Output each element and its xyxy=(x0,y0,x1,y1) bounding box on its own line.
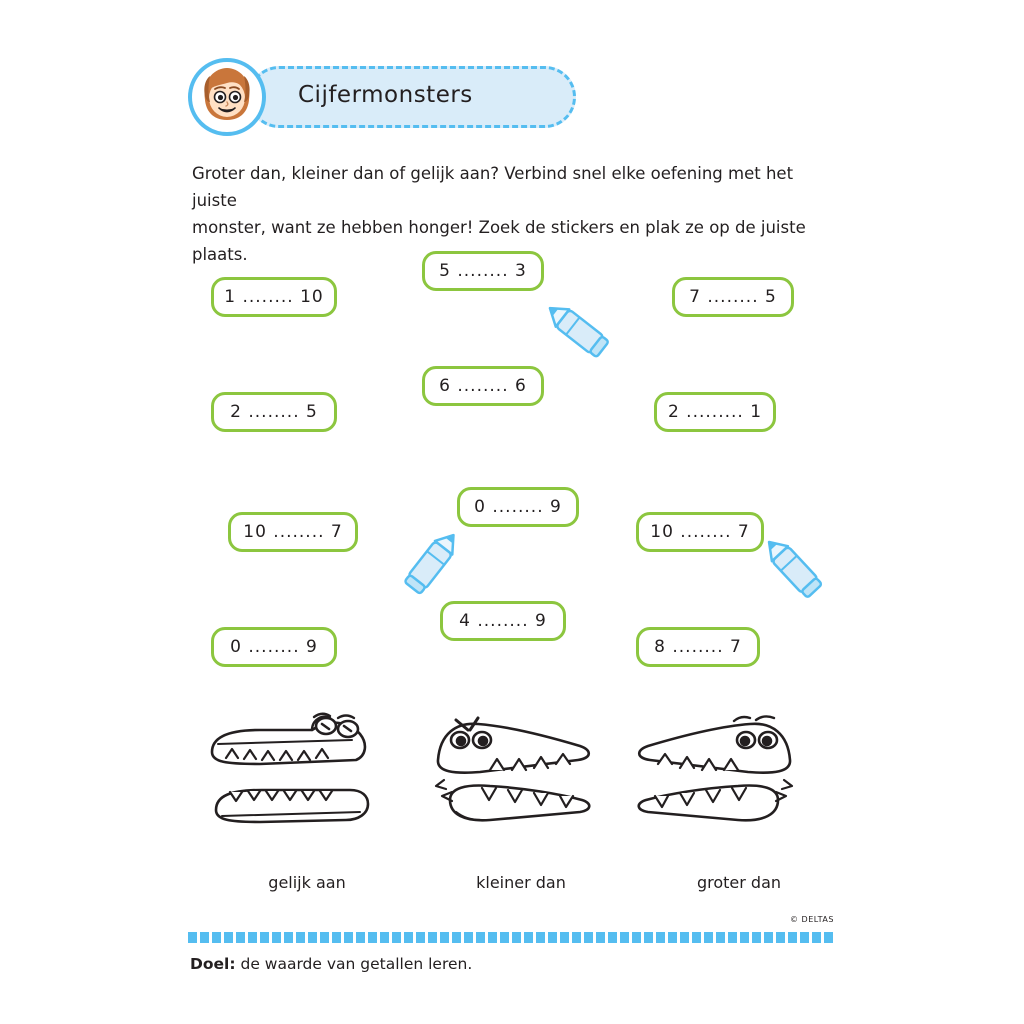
exercise-box-7[interactable]: 0 ........ 9 xyxy=(457,487,579,527)
footer-divider xyxy=(188,932,836,943)
exercise-box-12[interactable]: 8 ........ 7 xyxy=(636,627,760,667)
goal-text: de waarde van getallen leren. xyxy=(235,955,473,973)
exercise-box-4[interactable]: 6 ........ 6 xyxy=(422,366,544,406)
monster-greater-icon xyxy=(628,700,808,854)
exercise-box-9[interactable]: 10 ........ 7 xyxy=(636,512,764,552)
pencil-icon-1 xyxy=(536,298,626,377)
exercise-box-2[interactable]: 5 ........ 3 xyxy=(422,251,544,291)
exercise-box-5[interactable]: 2 ........ 5 xyxy=(211,392,337,432)
exercise-box-8[interactable]: 10 ........ 7 xyxy=(228,512,358,552)
goal-line xyxy=(190,955,472,973)
girl-avatar-icon xyxy=(188,58,266,136)
pencil-icon-3 xyxy=(752,530,842,619)
pencil-icon-2 xyxy=(380,527,475,616)
monster-label-equal: gelijk aan xyxy=(268,873,346,892)
header xyxy=(188,58,576,136)
exercise-box-3[interactable]: 7 ........ 5 xyxy=(672,277,794,317)
exercise-box-1[interactable]: 1 ........ 10 xyxy=(211,277,337,317)
exercise-box-11[interactable]: 0 ........ 9 xyxy=(211,627,337,667)
page-title: Cijfermonsters xyxy=(298,82,473,108)
monster-label-greater: groter dan xyxy=(696,873,782,892)
monster-equal-icon xyxy=(200,700,380,854)
instructions-line-2: monster, want ze hebben honger! Zoek de stickers en plak ze op de juiste plaats. xyxy=(192,218,806,264)
instructions-line-1: Groter dan, kleiner dan of gelijk aan? Verbind snel elke oefening met het juiste xyxy=(192,164,794,210)
exercise-box-10[interactable]: 4 ........ 9 xyxy=(440,601,566,641)
copyright-text: © DELTAS xyxy=(790,915,834,924)
monster-less-icon xyxy=(420,700,600,854)
exercise-box-6[interactable]: 2 ......... 1 xyxy=(654,392,776,432)
monster-label-less: kleiner dan xyxy=(476,873,566,892)
goal-label: Doel: xyxy=(190,955,236,973)
